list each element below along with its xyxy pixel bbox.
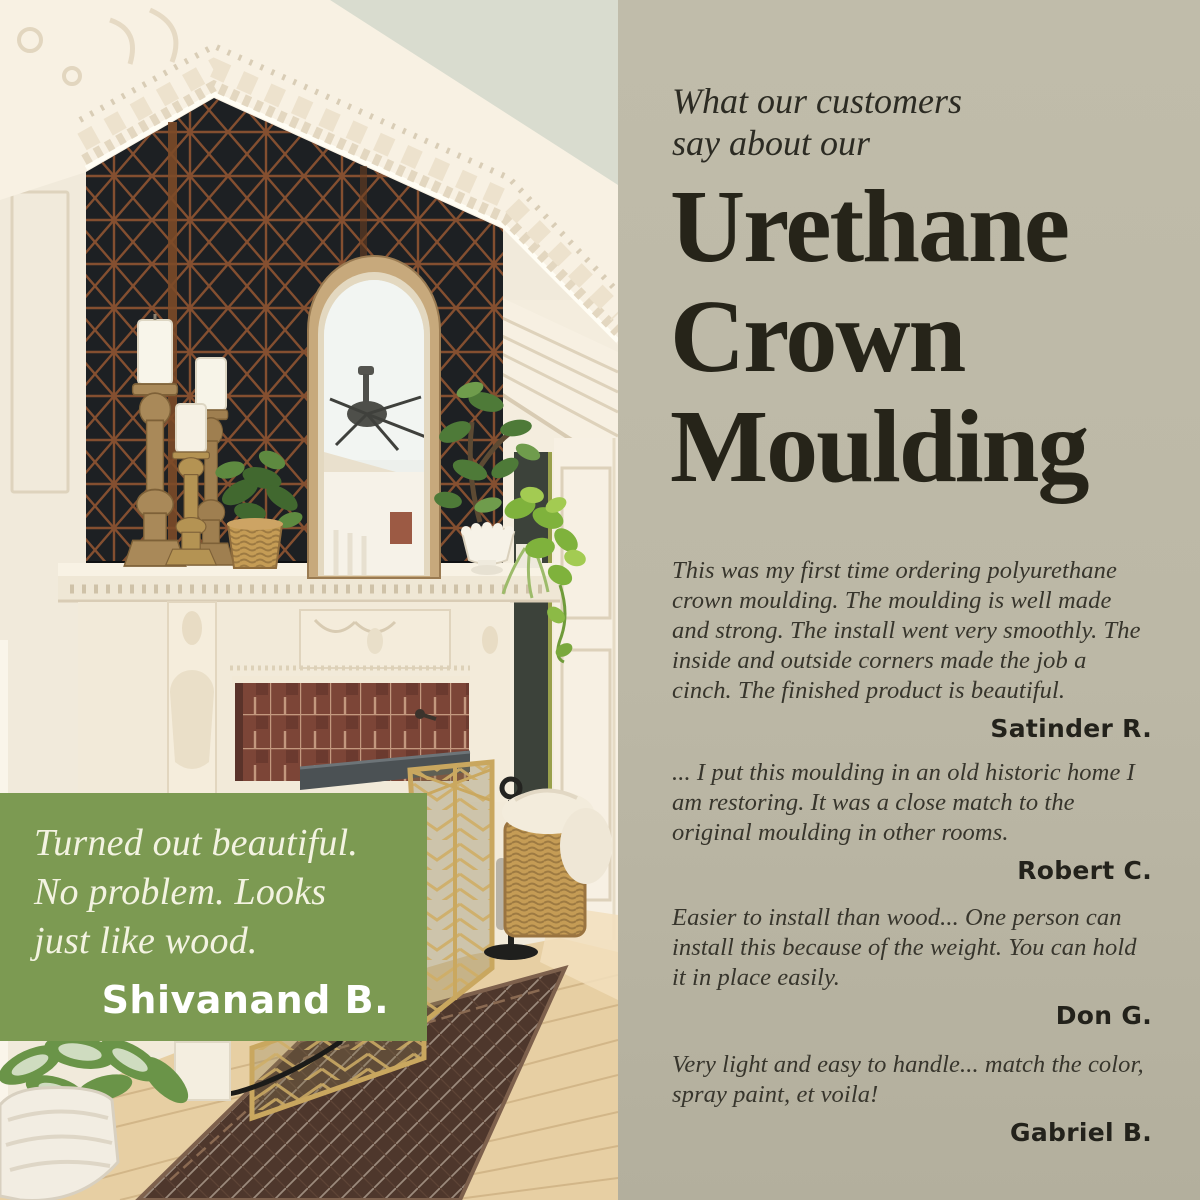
- testimonials-panel: [618, 0, 1200, 1200]
- eyebrow-heading: [672, 80, 1152, 164]
- title-line: Urethane: [670, 169, 1069, 284]
- eyebrow-line: say about our: [672, 123, 870, 163]
- eyebrow-line: What our customers: [672, 81, 962, 121]
- title-line: Moulding: [670, 389, 1088, 504]
- arched-mirror: [308, 256, 440, 582]
- title-line: Crown: [670, 279, 965, 394]
- photo-quote-author: Shivanand B.: [101, 978, 389, 1022]
- testimonial-quote: Easier to install than wood... One person can install this because of the weight. You can hold it in place easily.: [672, 904, 1137, 991]
- testimonial-author: Gabriel B.: [1010, 1118, 1152, 1147]
- testimonial-author: Don G.: [1055, 1001, 1152, 1030]
- page-title: [670, 169, 1170, 504]
- testimonial-author: Satinder R.: [990, 714, 1152, 743]
- testimonial-item: [672, 758, 1152, 885]
- testimonial-quote: Very light and easy to handle... match the color, spray paint, et voila!: [672, 1051, 1144, 1108]
- testimonial-quote: This was my first time ordering polyurethane crown moulding. The moulding is well made and strong. The install went very smoothly. The inside and outside corners made the job a cinch. The finished product is beautiful.: [672, 557, 1141, 704]
- testimonial-quote: ... I put this moulding in an old historic home I am restoring. It was a close match to the original moulding in other rooms.: [672, 759, 1135, 846]
- testimonial-item: [672, 903, 1152, 1030]
- testimonial-author: Robert C.: [1017, 856, 1152, 885]
- photo-quote-card: [0, 793, 427, 1041]
- photo-quote-line: No problem. Looks: [34, 871, 327, 913]
- testimonial-item: [672, 1050, 1152, 1147]
- photo-quote-line: Turned out beautiful.: [34, 822, 359, 864]
- testimonial-item: [672, 556, 1152, 743]
- photo-quote-line: just like wood.: [34, 920, 258, 962]
